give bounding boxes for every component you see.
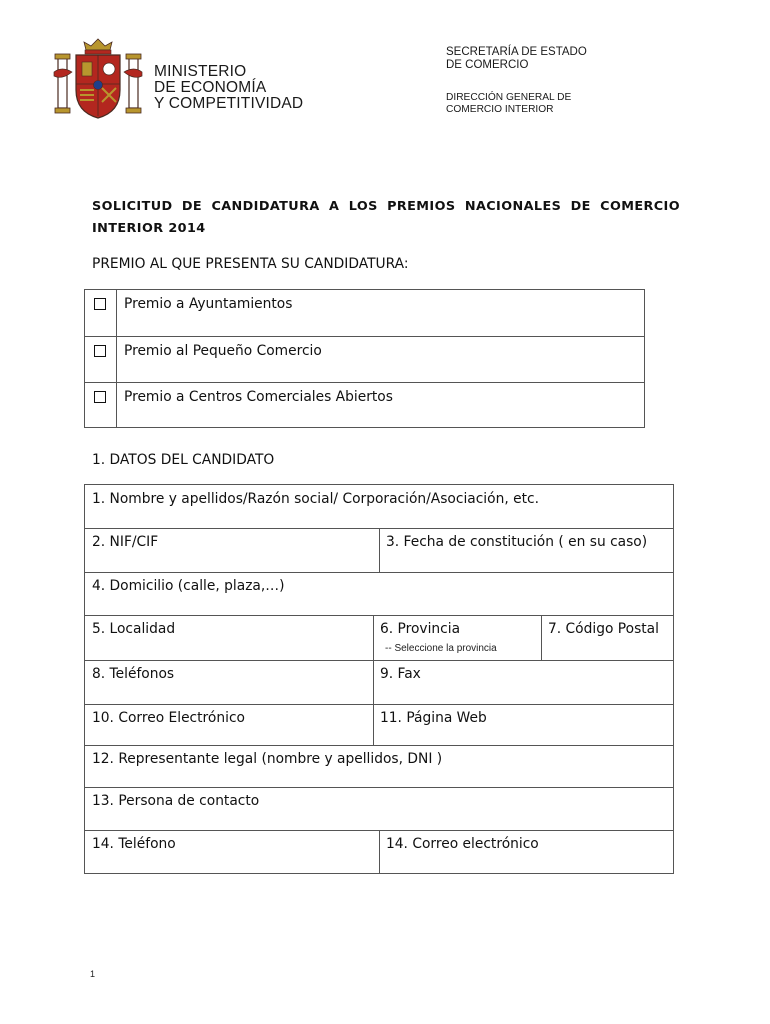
legal-representative-label: 12. Representante legal (nombre y apellidos, DNI ) [92, 751, 443, 767]
ministry-name [154, 64, 303, 112]
document-title-line: INTERIOR 2014 [92, 221, 206, 236]
nif-field[interactable] [85, 528, 379, 572]
prize-checkbox[interactable] [94, 345, 106, 357]
address-field-label: 4. Domicilio (calle, plaza,…) [92, 578, 285, 594]
website-field-label: 11. Página Web [380, 710, 487, 726]
ministry-line: DE ECONOMÍA [154, 79, 267, 96]
fax-field-label: 9. Fax [380, 666, 421, 682]
founded-date-field[interactable] [379, 528, 673, 572]
prize-option-label: Premio a Ayuntamientos [124, 296, 293, 312]
prize-options-table [84, 289, 645, 428]
contact-email-field[interactable] [379, 830, 673, 874]
postal-code-field[interactable] [541, 615, 673, 660]
candidate-data-table [84, 484, 674, 874]
ministry-line: MINISTERIO [154, 63, 247, 80]
page-number: 1 [90, 969, 96, 979]
checkbox-cell [85, 337, 117, 382]
email-field[interactable] [85, 704, 373, 745]
founded-date-label: 3. Fecha de constitución ( en su caso) [386, 534, 648, 550]
contact-phone-field[interactable] [85, 830, 379, 874]
locality-field-label: 5. Localidad [92, 621, 176, 637]
province-select[interactable]: -- Seleccione la provincia [385, 643, 497, 654]
province-field-label: 6. Provincia [380, 621, 461, 637]
directorate-line: COMERCIO INTERIOR [446, 104, 554, 115]
coat-of-arms-logo [52, 38, 144, 120]
secretariat-line: DE COMERCIO [446, 58, 529, 71]
candidate-heading: 1. DATOS DEL CANDIDATO [92, 452, 275, 468]
secretariat-line: SECRETARÍA DE ESTADO [446, 46, 587, 58]
checkbox-cell [85, 290, 117, 336]
phones-field[interactable] [85, 660, 373, 704]
nif-field-label: 2. NIF/CIF [92, 534, 159, 550]
locality-field[interactable] [85, 615, 373, 660]
prize-option-row[interactable] [85, 336, 644, 382]
email-field-label: 10. Correo Electrónico [92, 710, 245, 726]
fax-field[interactable] [373, 660, 673, 704]
ministry-line: Y COMPETITIVIDAD [154, 95, 304, 112]
checkbox-cell [85, 383, 117, 428]
secretariat-name [446, 46, 587, 71]
prize-heading: PREMIO AL QUE PRESENTA SU CANDIDATURA: [92, 256, 409, 272]
directorate-name [446, 92, 571, 116]
legal-representative-field[interactable] [85, 745, 673, 787]
document-title [92, 196, 680, 240]
prize-option-label: Premio al Pequeño Comercio [124, 343, 322, 359]
name-field[interactable] [85, 485, 673, 528]
contact-person-label: 13. Persona de contacto [92, 793, 260, 809]
prize-checkbox[interactable] [94, 298, 106, 310]
prize-option-row[interactable] [85, 382, 644, 428]
phones-field-label: 8. Teléfonos [92, 666, 175, 682]
postal-code-label: 7. Código Postal [548, 621, 659, 637]
address-field[interactable] [85, 572, 673, 615]
contact-phone-label: 14. Teléfono [92, 836, 176, 852]
province-field [373, 615, 541, 660]
prize-option-label: Premio a Centros Comerciales Abiertos [124, 389, 393, 405]
contact-person-field[interactable] [85, 787, 673, 830]
directorate-line: DIRECCIÓN GENERAL DE [446, 92, 572, 103]
website-field[interactable] [373, 704, 673, 745]
contact-email-label: 14. Correo electrónico [386, 836, 539, 852]
document-title-line: SOLICITUD DE CANDIDATURA A LOS PREMIOS NACIONALES DE COMERCIO [92, 199, 680, 214]
prize-checkbox[interactable] [94, 391, 106, 403]
name-field-label: 1. Nombre y apellidos/Razón social/ Corporación/Asociación, etc. [92, 491, 539, 507]
prize-option-row[interactable] [85, 290, 644, 336]
